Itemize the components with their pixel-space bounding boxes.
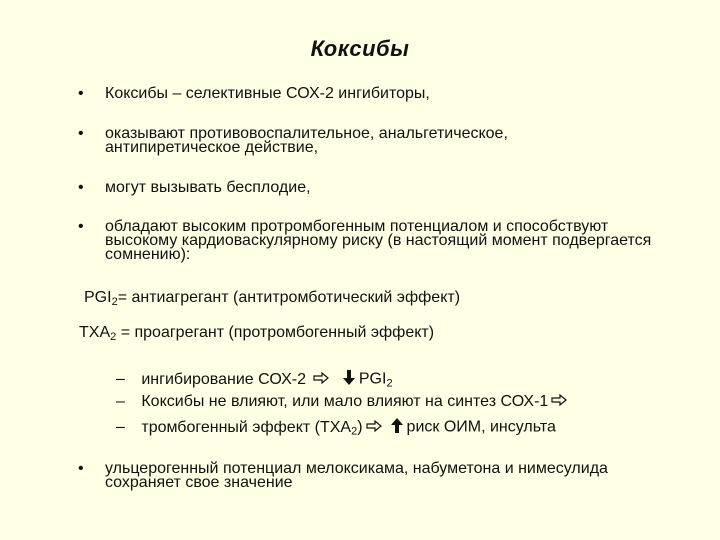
bullet-item <box>78 220 678 262</box>
hollow-right-arrow-icon <box>366 420 382 436</box>
down-arrow-icon <box>343 370 355 389</box>
sub-item <box>116 394 570 410</box>
bullet-item <box>78 127 678 155</box>
bullet-text: могут вызывать бесплодие, <box>105 179 311 196</box>
pgi2-rest: = антиагрегант (антитромботический эффект) <box>117 289 461 306</box>
sub-item-text: тромбогенный эффект (ТХА <box>141 418 352 436</box>
bullet-dot: • <box>78 179 84 196</box>
dash: – <box>116 418 125 436</box>
bullet-item <box>78 87 678 101</box>
bullet-text: ульцерогенный потенциал мелоксикама, набуметона и нимесулида сохраняет свое значение <box>105 460 608 491</box>
slide-title: Коксибы <box>310 36 410 61</box>
sub-item-pgi: PGI <box>358 370 387 388</box>
hollow-right-arrow-icon <box>313 372 329 388</box>
txa2-rest: = проагрегант (протромбогенный эффект) <box>116 324 435 341</box>
sub-item-close-paren: ) <box>357 418 363 436</box>
sub-item-text: ингибирование СОХ-2 <box>141 370 306 388</box>
txa2-line <box>79 325 434 341</box>
bullet-text: обладают высоким протромбогенным потенциалом и способствуют высокому кардиоваскулярному риску (в настоящий момент подвергается сомнению): <box>105 218 652 263</box>
up-arrow-icon <box>391 418 403 437</box>
bullet-item <box>78 181 678 195</box>
bullet-dot: • <box>78 125 84 142</box>
hollow-right-arrow-icon <box>551 394 567 410</box>
sub-item-text: Коксибы не влияют, или мало влияют на синтез СОХ-1 <box>141 393 549 411</box>
dash: – <box>116 393 125 411</box>
dash: – <box>116 370 125 388</box>
sub-item <box>116 370 393 389</box>
bullet-text: Коксибы – селективные СОХ-2 ингибиторы, <box>105 85 430 102</box>
bullet-item <box>78 462 678 490</box>
pgi2-subscript: 2 <box>111 296 118 308</box>
sub-item-pgi-subscript: 2 <box>386 377 393 390</box>
sub-item <box>116 418 556 437</box>
bullet-dot: • <box>78 218 84 235</box>
pgi2-prefix: PGI <box>84 289 112 306</box>
pgi2-line <box>84 290 460 306</box>
txa2-subscript: 2 <box>110 331 117 343</box>
bullet-dot: • <box>78 85 84 102</box>
bullet-dot: • <box>78 460 84 477</box>
txa2-prefix: ТХА <box>79 324 111 341</box>
sub-item-txa-subscript: 2 <box>351 425 358 438</box>
bullet-text: оказывают противовоспалительное, анальгетическое, антипиретическое действие, <box>105 125 508 156</box>
sub-item-risk: риск ОИМ, инсульта <box>406 418 556 436</box>
